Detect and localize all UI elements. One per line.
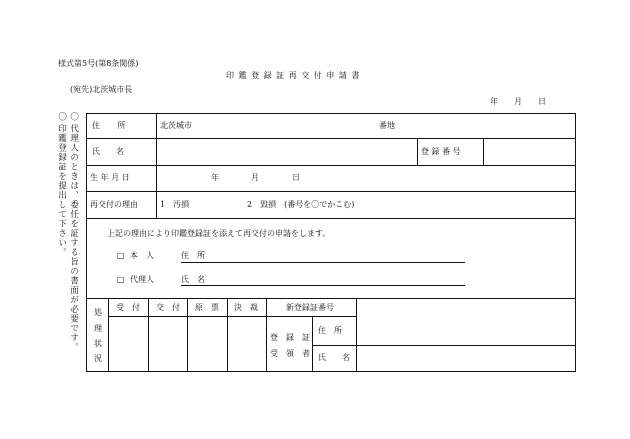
- col-approval: 決 裁: [234, 303, 258, 312]
- birth-day-unit: 日: [292, 173, 300, 182]
- self-label: 本 人: [130, 251, 154, 260]
- address-city: 北茨城市: [160, 121, 192, 130]
- status-label-4: 況: [94, 354, 102, 363]
- applicant-name-line[interactable]: [181, 285, 465, 286]
- note-proxy-text: 代理人のときは、委任を証する旨の書面が必要です。: [68, 124, 79, 352]
- reg-number-field[interactable]: [484, 139, 575, 165]
- reason-option-soiled[interactable]: 1 汚損: [160, 200, 190, 209]
- col-new-reg-number: 新登録証番号: [286, 303, 334, 312]
- proxy-label: 代理人: [130, 275, 154, 284]
- applicant-name-label: 氏 名: [181, 275, 205, 284]
- document-title: 印 鑑 登 録 証 再 交 付 申 請 書: [226, 71, 361, 80]
- applicant-address-line[interactable]: [181, 262, 465, 263]
- col-issued: 交 付: [156, 303, 180, 312]
- col-received: 受 付: [116, 303, 140, 312]
- birth-year-unit: 年: [211, 173, 219, 182]
- birth-label: 生 年 月 日: [90, 173, 130, 182]
- reason-label: 再交付の理由: [90, 200, 138, 209]
- address-label: 住 所: [92, 121, 126, 130]
- birth-date-field[interactable]: [157, 166, 575, 191]
- reg-number-label: 登 録 番 号: [421, 147, 461, 156]
- note-proxy-mark: 〇: [68, 112, 79, 122]
- recipient-name-field[interactable]: [357, 346, 575, 371]
- address-banchi: 番地: [379, 121, 395, 130]
- applicant-address-label: 住 所: [181, 251, 205, 260]
- name-field[interactable]: [157, 139, 417, 165]
- form-number: 様式第5号(第8条関係): [58, 59, 139, 68]
- new-reg-number-field[interactable]: [357, 299, 575, 316]
- recipient-label-1: 登 録 証: [270, 333, 310, 342]
- status-label-2: 理: [94, 324, 102, 333]
- birth-month-unit: 月: [251, 173, 259, 182]
- date-line: 年 月 日: [490, 97, 546, 106]
- self-checkbox[interactable]: □: [117, 251, 125, 260]
- address-field[interactable]: [157, 114, 575, 138]
- note-submit-mark: 〇: [56, 112, 67, 122]
- reason-option-damaged[interactable]: 2 毀損 (番号を〇でかこむ): [247, 200, 355, 209]
- col-ledger: 原 票: [195, 303, 219, 312]
- status-label-1: 処: [94, 308, 102, 317]
- declaration-text: 上記の理由により印鑑登録証を添えて再交付の申請をします。: [107, 229, 331, 238]
- addressee: (宛先)北茨城市長: [70, 85, 133, 94]
- recipient-address-label: 住 所: [318, 326, 342, 335]
- status-label-3: 状: [94, 339, 102, 348]
- recipient-name-label: 氏 名: [318, 353, 350, 362]
- proxy-checkbox[interactable]: □: [117, 275, 125, 284]
- name-label: 氏 名: [92, 147, 124, 156]
- recipient-address-field[interactable]: [357, 317, 575, 345]
- recipient-label-2: 受 領 者: [270, 349, 310, 358]
- note-submit-text: 印鑑登録証を提出して下さい。: [56, 124, 67, 257]
